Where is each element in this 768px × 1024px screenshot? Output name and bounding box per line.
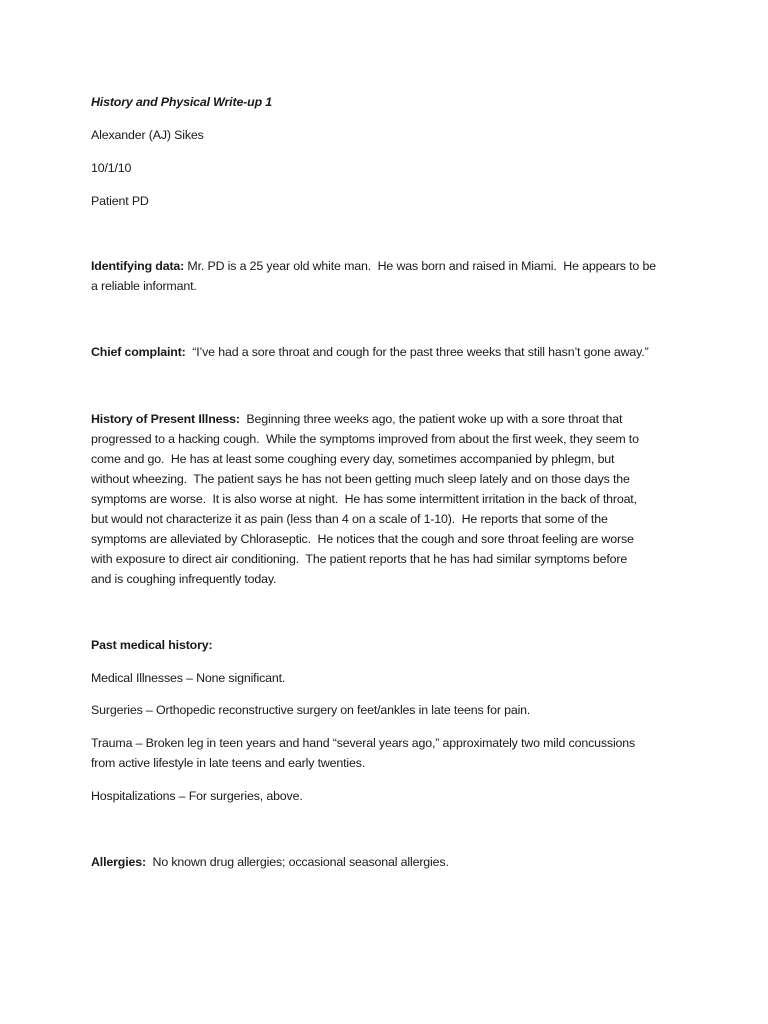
chief-complaint-label: Chief complaint:	[91, 345, 186, 359]
hpi-line-8: with exposure to direct air conditioning. The patient reports that he has had similar symptoms before	[91, 552, 628, 566]
document-title: History and Physical Write-up 1	[91, 95, 273, 109]
identifying-data-line-2: a reliable informant.	[91, 279, 197, 293]
pmh-medical-illnesses: Medical Illnesses – None significant.	[91, 671, 286, 685]
chief-complaint	[91, 342, 649, 362]
pmh-trauma-line-2: from active lifestyle in late teens and early twenties.	[91, 756, 366, 770]
hpi-text: Beginning three weeks ago, the patient woke up with a sore throat that	[239, 412, 623, 426]
allergies-label: Allergies:	[91, 855, 146, 869]
pmh-trauma-line-1: Trauma – Broken leg in teen years and hand “several years ago,” approximately two mild concussions	[91, 736, 636, 750]
hpi-line-7: symptoms are alleviated by Chloraseptic. He notices that the cough and sore throat feeling are worse	[91, 532, 634, 546]
allergies	[91, 852, 449, 872]
allergies-text: No known drug allergies; occasional seasonal allergies.	[145, 855, 449, 869]
pmh-surgeries: Surgeries – Orthopedic reconstructive surgery on feet/ankles in late teens for pain.	[91, 703, 531, 717]
identifying-data-line-1	[91, 256, 656, 276]
pmh-label: Past medical history:	[91, 638, 213, 652]
hpi-line-2: progressed to a hacking cough. While the symptoms improved from about the first week, they seem to	[91, 432, 639, 446]
document-date: 10/1/10	[91, 161, 132, 175]
hpi-line-1	[91, 409, 622, 429]
hpi-line-9: and is coughing infrequently today.	[91, 572, 277, 586]
patient-id: Patient PD	[91, 194, 149, 208]
hpi-line-4: without wheezing. The patient says he has not been getting much sleep lately and on those days the	[91, 472, 630, 486]
identifying-data-label: Identifying data:	[91, 259, 185, 273]
hpi-label: History of Present Illness:	[91, 412, 240, 426]
author-name: Alexander (AJ) Sikes	[91, 128, 204, 142]
hpi-line-5: symptoms are worse. It is also worse at night. He has some intermittent irritation in the back of throat,	[91, 492, 637, 506]
chief-complaint-text: “I’ve had a sore throat and cough for the past three weeks that still hasn’t gone away.”	[185, 345, 649, 359]
pmh-hospitalizations: Hospitalizations – For surgeries, above.	[91, 789, 303, 803]
hpi-line-3: come and go. He has at least some coughing every day, sometimes accompanied by phlegm, but	[91, 452, 615, 466]
identifying-data-text: Mr. PD is a 25 year old white man. He was born and raised in Miami. He appears to be	[184, 259, 656, 273]
hpi-line-6: but would not characterize it as pain (less than 4 on a scale of 1-10). He reports that some of the	[91, 512, 608, 526]
